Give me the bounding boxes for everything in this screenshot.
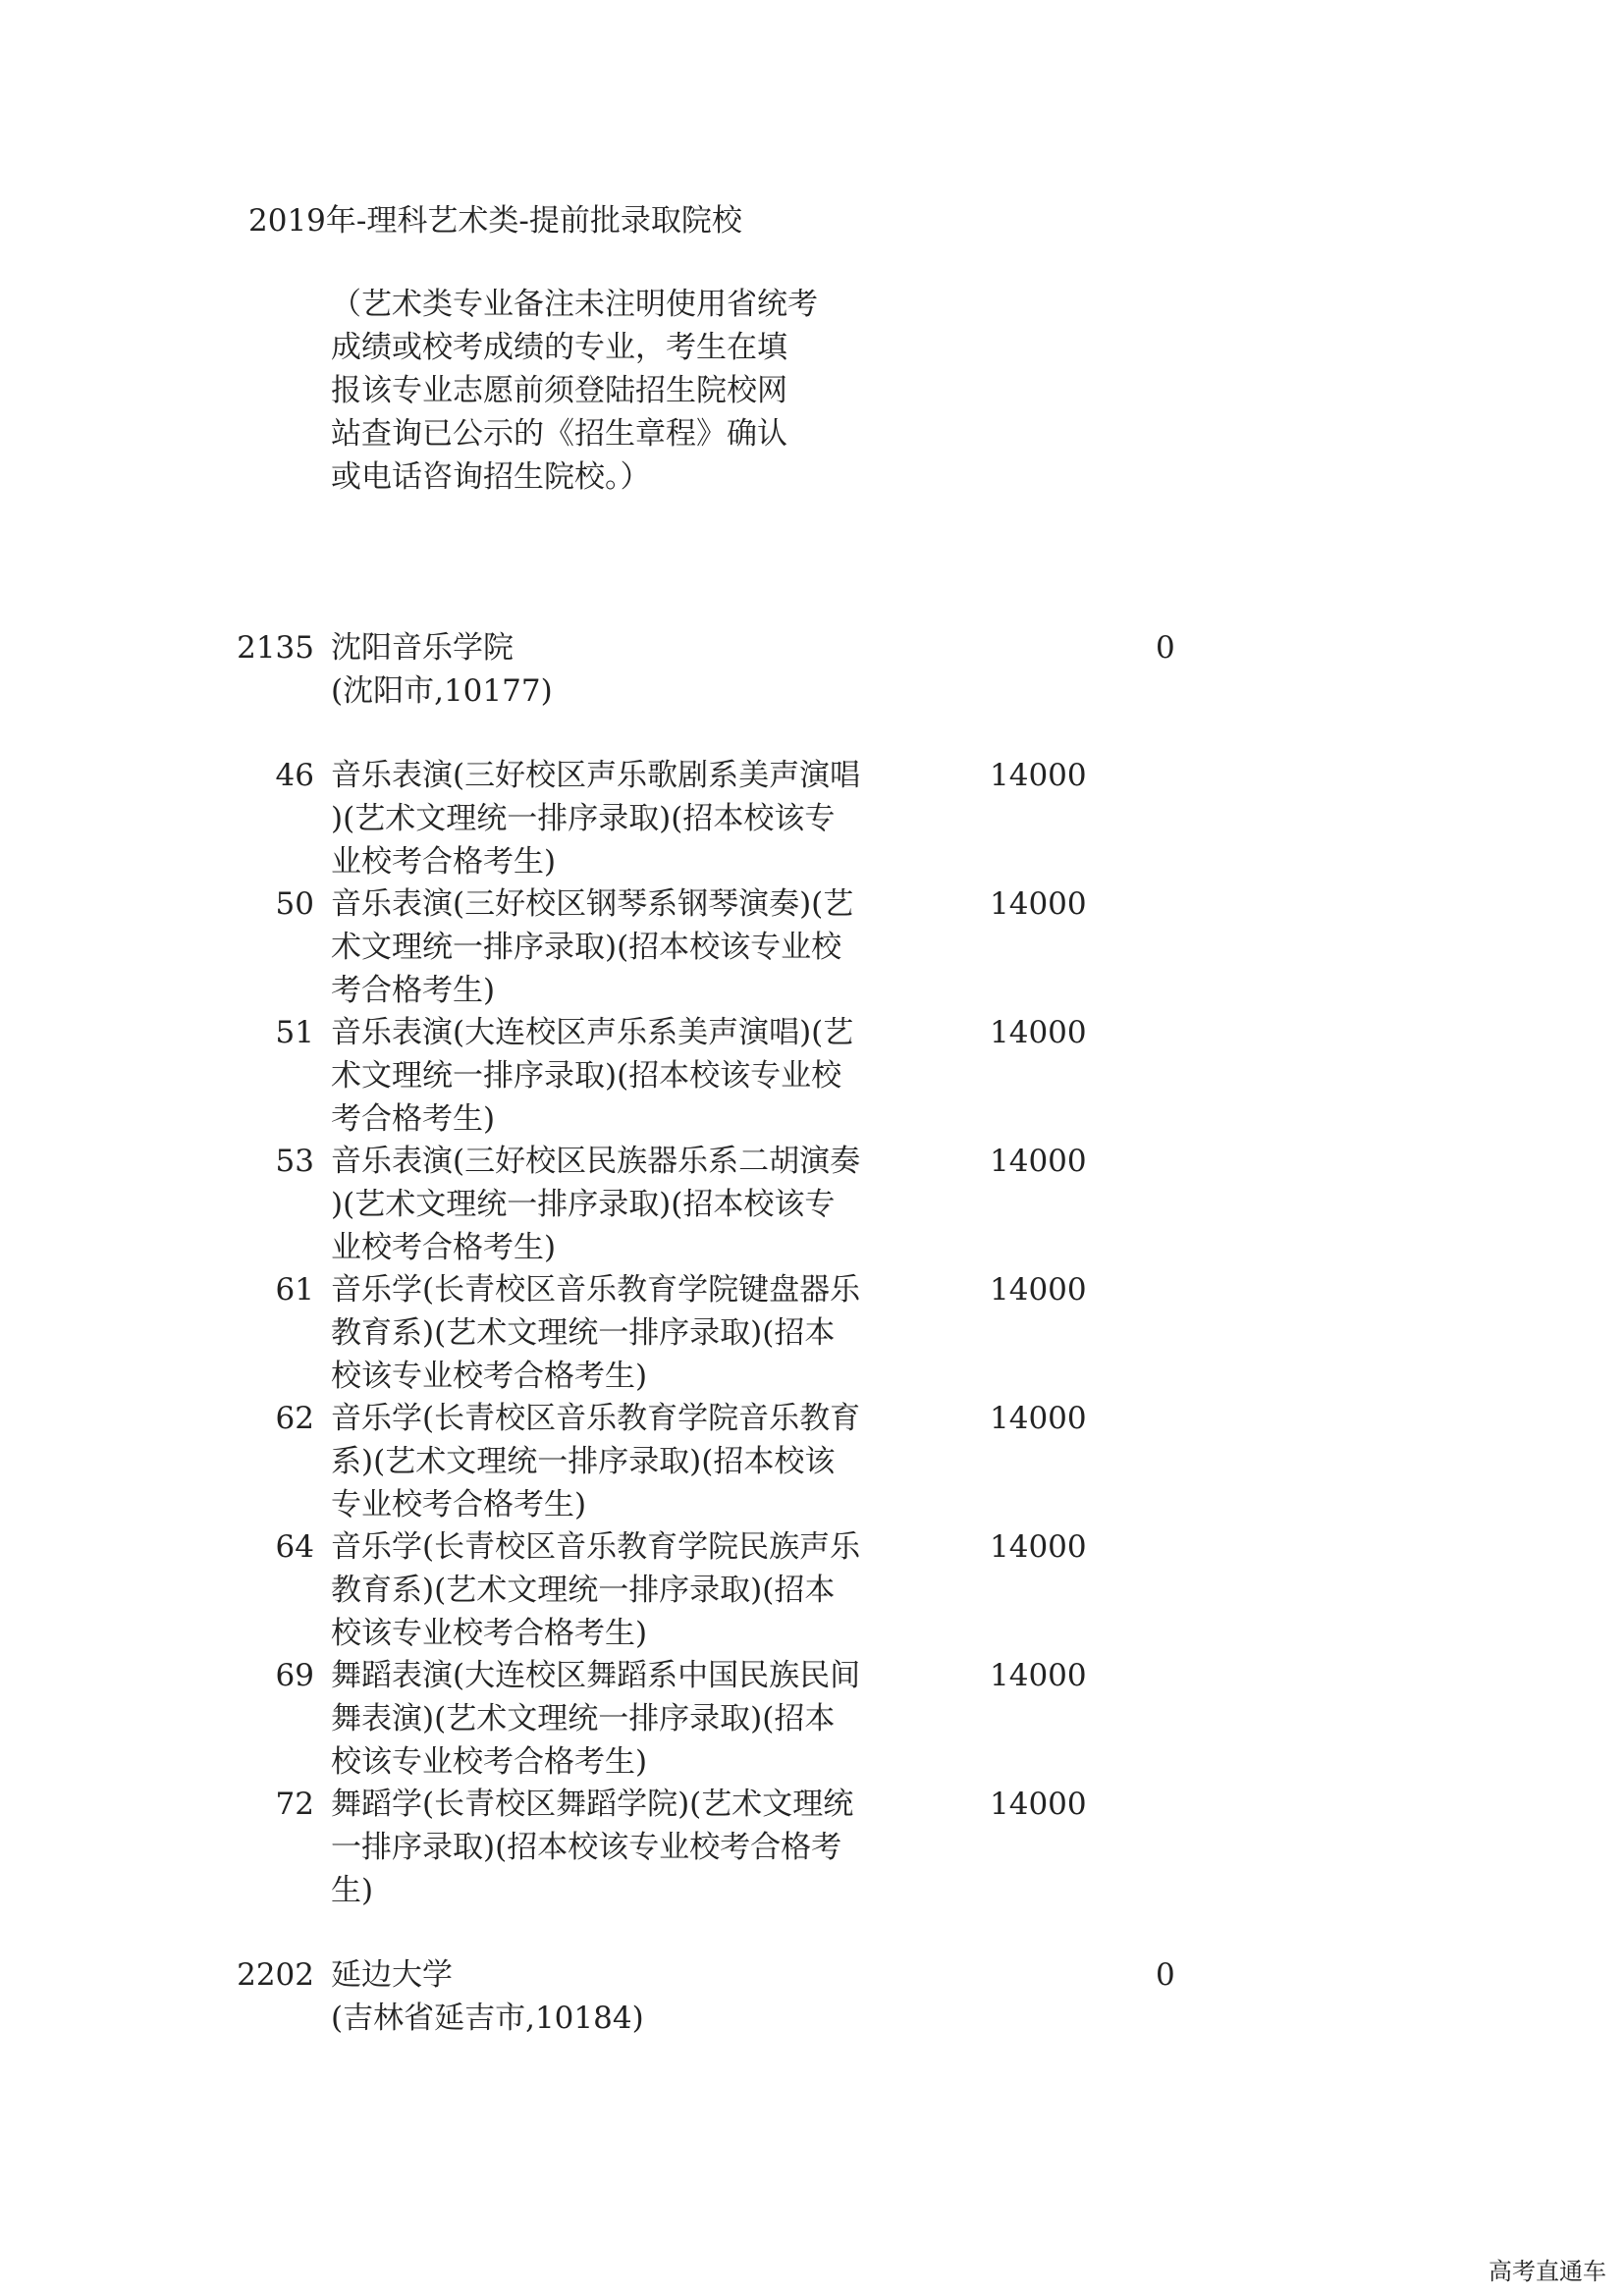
major-name-line: 业校考合格考生) (331, 1230, 557, 1265)
note-paragraph (331, 283, 818, 499)
major-name (331, 1268, 860, 1398)
page-title: 2019年-理科艺术类-提前批录取院校 (248, 203, 742, 239)
major-name-line: 音乐学(长青校区音乐教育学院民族声乐 (331, 1529, 861, 1565)
major-fee: 14000 (990, 1401, 1087, 1436)
major-name (331, 1654, 860, 1784)
school-location: (吉林省延吉市,10184) (331, 2001, 644, 2036)
major-fee: 14000 (990, 1144, 1087, 1179)
note-line: 站查询已公示的《招生章程》确认 (331, 416, 787, 452)
major-code: 64 (275, 1529, 314, 1565)
major-name-line: 考合格考生) (331, 973, 496, 1008)
major-name-line: 音乐表演(三好校区民族器乐系二胡演奏 (331, 1144, 861, 1179)
major-fee: 14000 (990, 1658, 1087, 1693)
school-name: 沈阳音乐学院 (331, 630, 514, 666)
major-name-line: 系)(艺术文理统一排序录取)(招本校该 (331, 1444, 836, 1479)
major-name-line: 教育系)(艺术文理统一排序录取)(招本 (331, 1315, 836, 1351)
watermark-text: 高考直通车 (1489, 2258, 1606, 2285)
major-name-line: 教育系)(艺术文理统一排序录取)(招本 (331, 1573, 836, 1608)
major-code: 53 (275, 1144, 314, 1179)
major-code: 51 (275, 1015, 314, 1050)
major-name-line: 业校考合格考生) (331, 844, 557, 880)
school-name: 延边大学 (331, 1957, 453, 1993)
major-code: 50 (275, 886, 314, 922)
major-fee: 14000 (990, 886, 1087, 922)
major-name-line: 考合格考生) (331, 1101, 496, 1137)
major-name-line: 音乐表演(三好校区声乐歌剧系美声演唱 (331, 758, 861, 793)
major-name-line: 校该专业校考合格考生) (331, 1616, 648, 1651)
major-name (331, 754, 860, 883)
major-code: 62 (275, 1401, 314, 1436)
note-line: （艺术类专业备注未注明使用省统考 (331, 287, 818, 322)
school-block (331, 626, 553, 713)
major-name-line: 一排序录取)(招本校该专业校考合格考 (331, 1830, 842, 1865)
major-fee: 14000 (990, 758, 1087, 793)
major-name-line: 音乐表演(大连校区声乐系美声演唱)(艺 (331, 1015, 854, 1050)
major-name (331, 882, 853, 1012)
note-line: 或电话咨询招生院校。） (331, 459, 651, 495)
major-name-line: 术文理统一排序录取)(招本校该专业校 (331, 1058, 842, 1094)
school-count: 0 (1156, 630, 1175, 666)
major-name-line: )(艺术文理统一排序录取)(招本校该专 (331, 1187, 836, 1222)
major-name (331, 1140, 860, 1269)
major-name-line: )(艺术文理统一排序录取)(招本校该专 (331, 801, 836, 836)
major-fee: 14000 (990, 1529, 1087, 1565)
note-line: 报该专业志愿前须登陆招生院校网 (331, 373, 787, 408)
school-code: 2135 (237, 630, 314, 666)
major-name-line: 音乐学(长青校区音乐教育学院音乐教育 (331, 1401, 861, 1436)
major-name-line: 专业校考合格考生) (331, 1487, 587, 1522)
major-code: 69 (275, 1658, 314, 1693)
major-fee: 14000 (990, 1272, 1087, 1308)
major-name (331, 1011, 853, 1141)
major-name (331, 1525, 860, 1655)
major-code: 46 (275, 758, 314, 793)
major-name-line: 音乐学(长青校区音乐教育学院键盘器乐 (331, 1272, 861, 1308)
major-name-line: 舞表演)(艺术文理统一排序录取)(招本 (331, 1701, 836, 1736)
school-count: 0 (1156, 1957, 1175, 1993)
major-name-line: 音乐表演(三好校区钢琴系钢琴演奏)(艺 (331, 886, 854, 922)
note-line: 成绩或校考成绩的专业，考生在填 (331, 330, 787, 365)
major-name-line: 校该专业校考合格考生) (331, 1359, 648, 1394)
major-name (331, 1397, 860, 1526)
major-name-line: 舞蹈表演(大连校区舞蹈系中国民族民间 (331, 1658, 861, 1693)
school-code: 2202 (237, 1957, 314, 1993)
school-location: (沈阳市,10177) (331, 673, 553, 709)
major-name-line: 校该专业校考合格考生) (331, 1744, 648, 1780)
major-fee: 14000 (990, 1787, 1087, 1822)
major-code: 61 (275, 1272, 314, 1308)
major-name-line: 生) (331, 1873, 374, 1908)
major-name-line: 术文理统一排序录取)(招本校该专业校 (331, 930, 842, 965)
major-name-line: 舞蹈学(长青校区舞蹈学院)(艺术文理统 (331, 1787, 854, 1822)
school-block (331, 1953, 644, 2040)
major-code: 72 (275, 1787, 314, 1822)
major-fee: 14000 (990, 1015, 1087, 1050)
major-name (331, 1783, 853, 1912)
